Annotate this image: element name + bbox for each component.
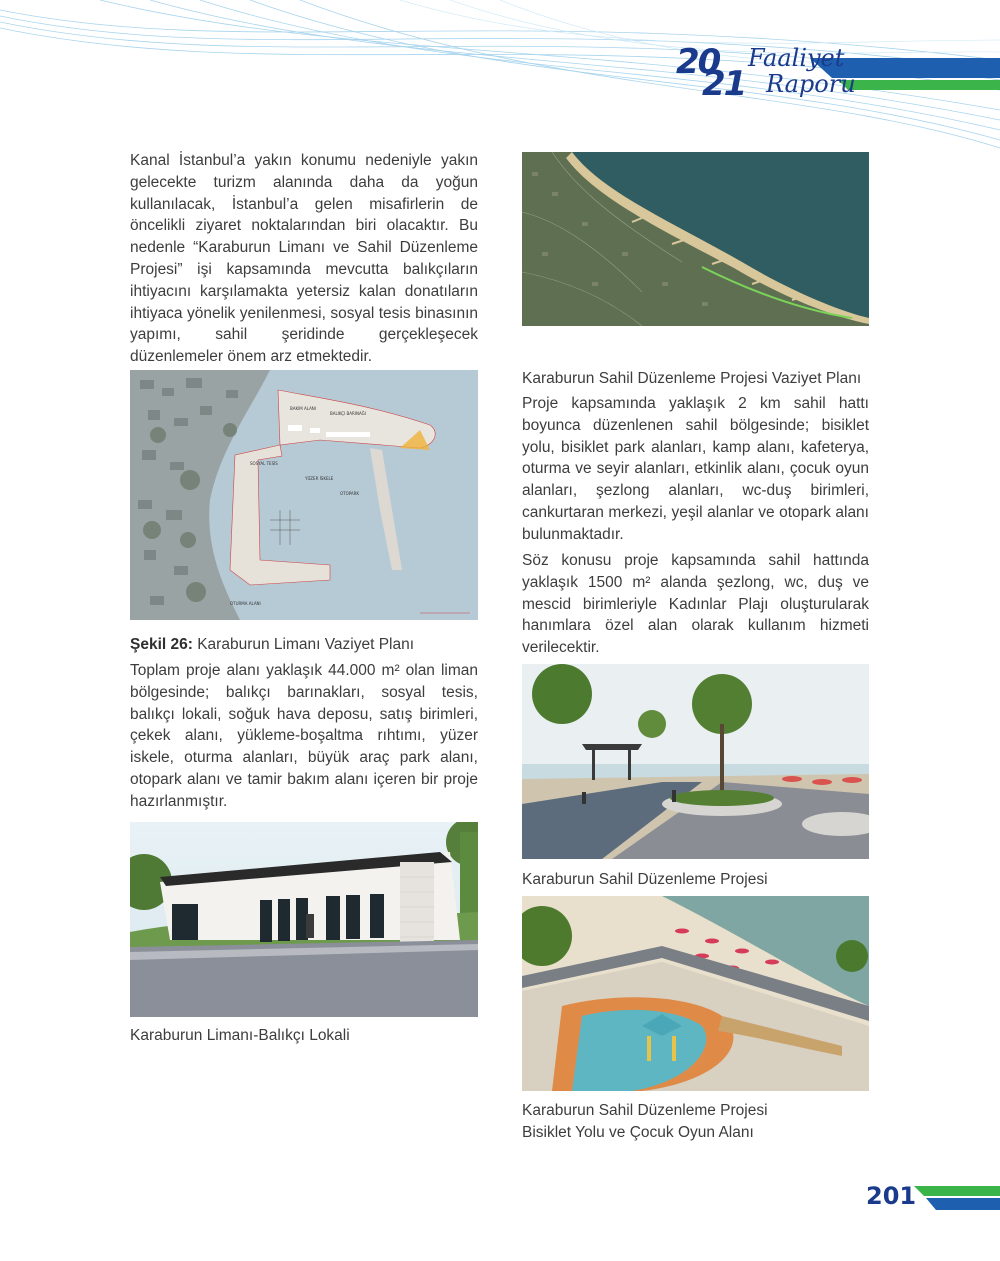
- svg-text:OTOPARK: OTOPARK: [340, 491, 360, 496]
- coast-paragraph-2: Söz konusu proje kapsamında sahil hattında yaklaşık 1500 m² alanda şezlong, wc, duş ve mescid birimleriyle Kadınlar Plajı oluşturularak hanımlara özel alan olarak kullanım hizmeti verilecektir.: [522, 552, 869, 657]
- report-logo: [676, 42, 856, 104]
- coastline-aerial-image: [522, 152, 869, 326]
- svg-text:BAKIM ALANI: BAKIM ALANI: [290, 406, 316, 411]
- figure-label: Şekil 26:: [130, 636, 193, 653]
- harbor-paragraph: Toplam proje alanı yaklaşık 44.000 m² olan liman bölgesinde; balıkçı barınakları, sosyal tesis, balıkçı lokali, soğuk hava deposu, satış birimleri, çekek alanı, yükleme-boşaltma rıhtımı, yüzer iskele, oturma alanları, büyük araç park alanı, otopark alanı ve tamir bakım alanı içeren bir proje hazırlanmıştır.: [130, 662, 478, 810]
- svg-text:BALIKÇI BARINAĞI: BALIKÇI BARINAĞI: [330, 411, 366, 416]
- coast-paragraph-1: Proje kapsamında yaklaşık 2 km sahil hattı boyunca düzenlenen sahil bölgesinde; bisiklet yolu, bisiklet park alanları, kamp alanı, kafeterya, oturma ve seyir alanları, etkinlik alanı, çocuk oyun alanları, şezlong alanları, wc-duş birimleri, cankurtaran merkezi, yeşil alanlar ve otopark alanı bulunmaktadır.: [522, 395, 869, 543]
- svg-text:OTURMA ALANI: OTURMA ALANI: [230, 601, 261, 606]
- render2-caption-line2: Bisiklet Yolu ve Çocuk Oyun Alanı: [522, 1124, 754, 1141]
- page-number: 201: [866, 1182, 917, 1210]
- logo-year-bottom: 21: [702, 64, 746, 104]
- fisherman-lodge-render: [130, 822, 478, 1017]
- svg-text:SOSYAL TESİS: SOSYAL TESİS: [250, 461, 278, 466]
- render1-caption: Karaburun Sahil Düzenleme Projesi: [522, 871, 768, 888]
- footer-stripe-decoration: [910, 1184, 1000, 1212]
- logo-word-faaliyet: Faaliyet: [748, 44, 845, 72]
- coast-promenade-render: [522, 664, 869, 859]
- aerial-caption: Karaburun Sahil Düzenleme Projesi Vaziyet Planı: [522, 370, 862, 387]
- bike-path-playground-render: [522, 896, 869, 1091]
- logo-year-top: 20: [676, 42, 720, 82]
- harbor-site-plan-image: [130, 370, 478, 620]
- logo-word-raporu: Raporu: [766, 70, 856, 98]
- lodge-caption: Karaburun Limanı-Balıkçı Lokali: [130, 1027, 350, 1044]
- intro-paragraph: Kanal İstanbul’a yakın konumu nedeniyle yakın gelecekte turizm alanında daha da yoğun kullanılacak, İstanbul’a gelen misafirlerin de öncelikli ziyaret noktalarından biri olacaktır. Bu nedenle “Karaburun Limanı ve Sahil Düzenleme Projesi” işi kapsamında mevcutta balıkçıların ihtiyacını karşılamakta yetersiz kalan donatıların ihtiyaca yönelik yenilenmesi, sosyal tesis binasının yapımı, sahil şeridinde gerçekleşecek düzenlemeler önem arz etmektedir.: [130, 152, 478, 366]
- harbor-plan-caption: [130, 634, 478, 656]
- svg-text:YÜZER İSKELE: YÜZER İSKELE: [305, 476, 334, 481]
- render2-caption-line1: Karaburun Sahil Düzenleme Projesi: [522, 1102, 768, 1119]
- figure-title: Karaburun Limanı Vaziyet Planı: [192, 636, 415, 653]
